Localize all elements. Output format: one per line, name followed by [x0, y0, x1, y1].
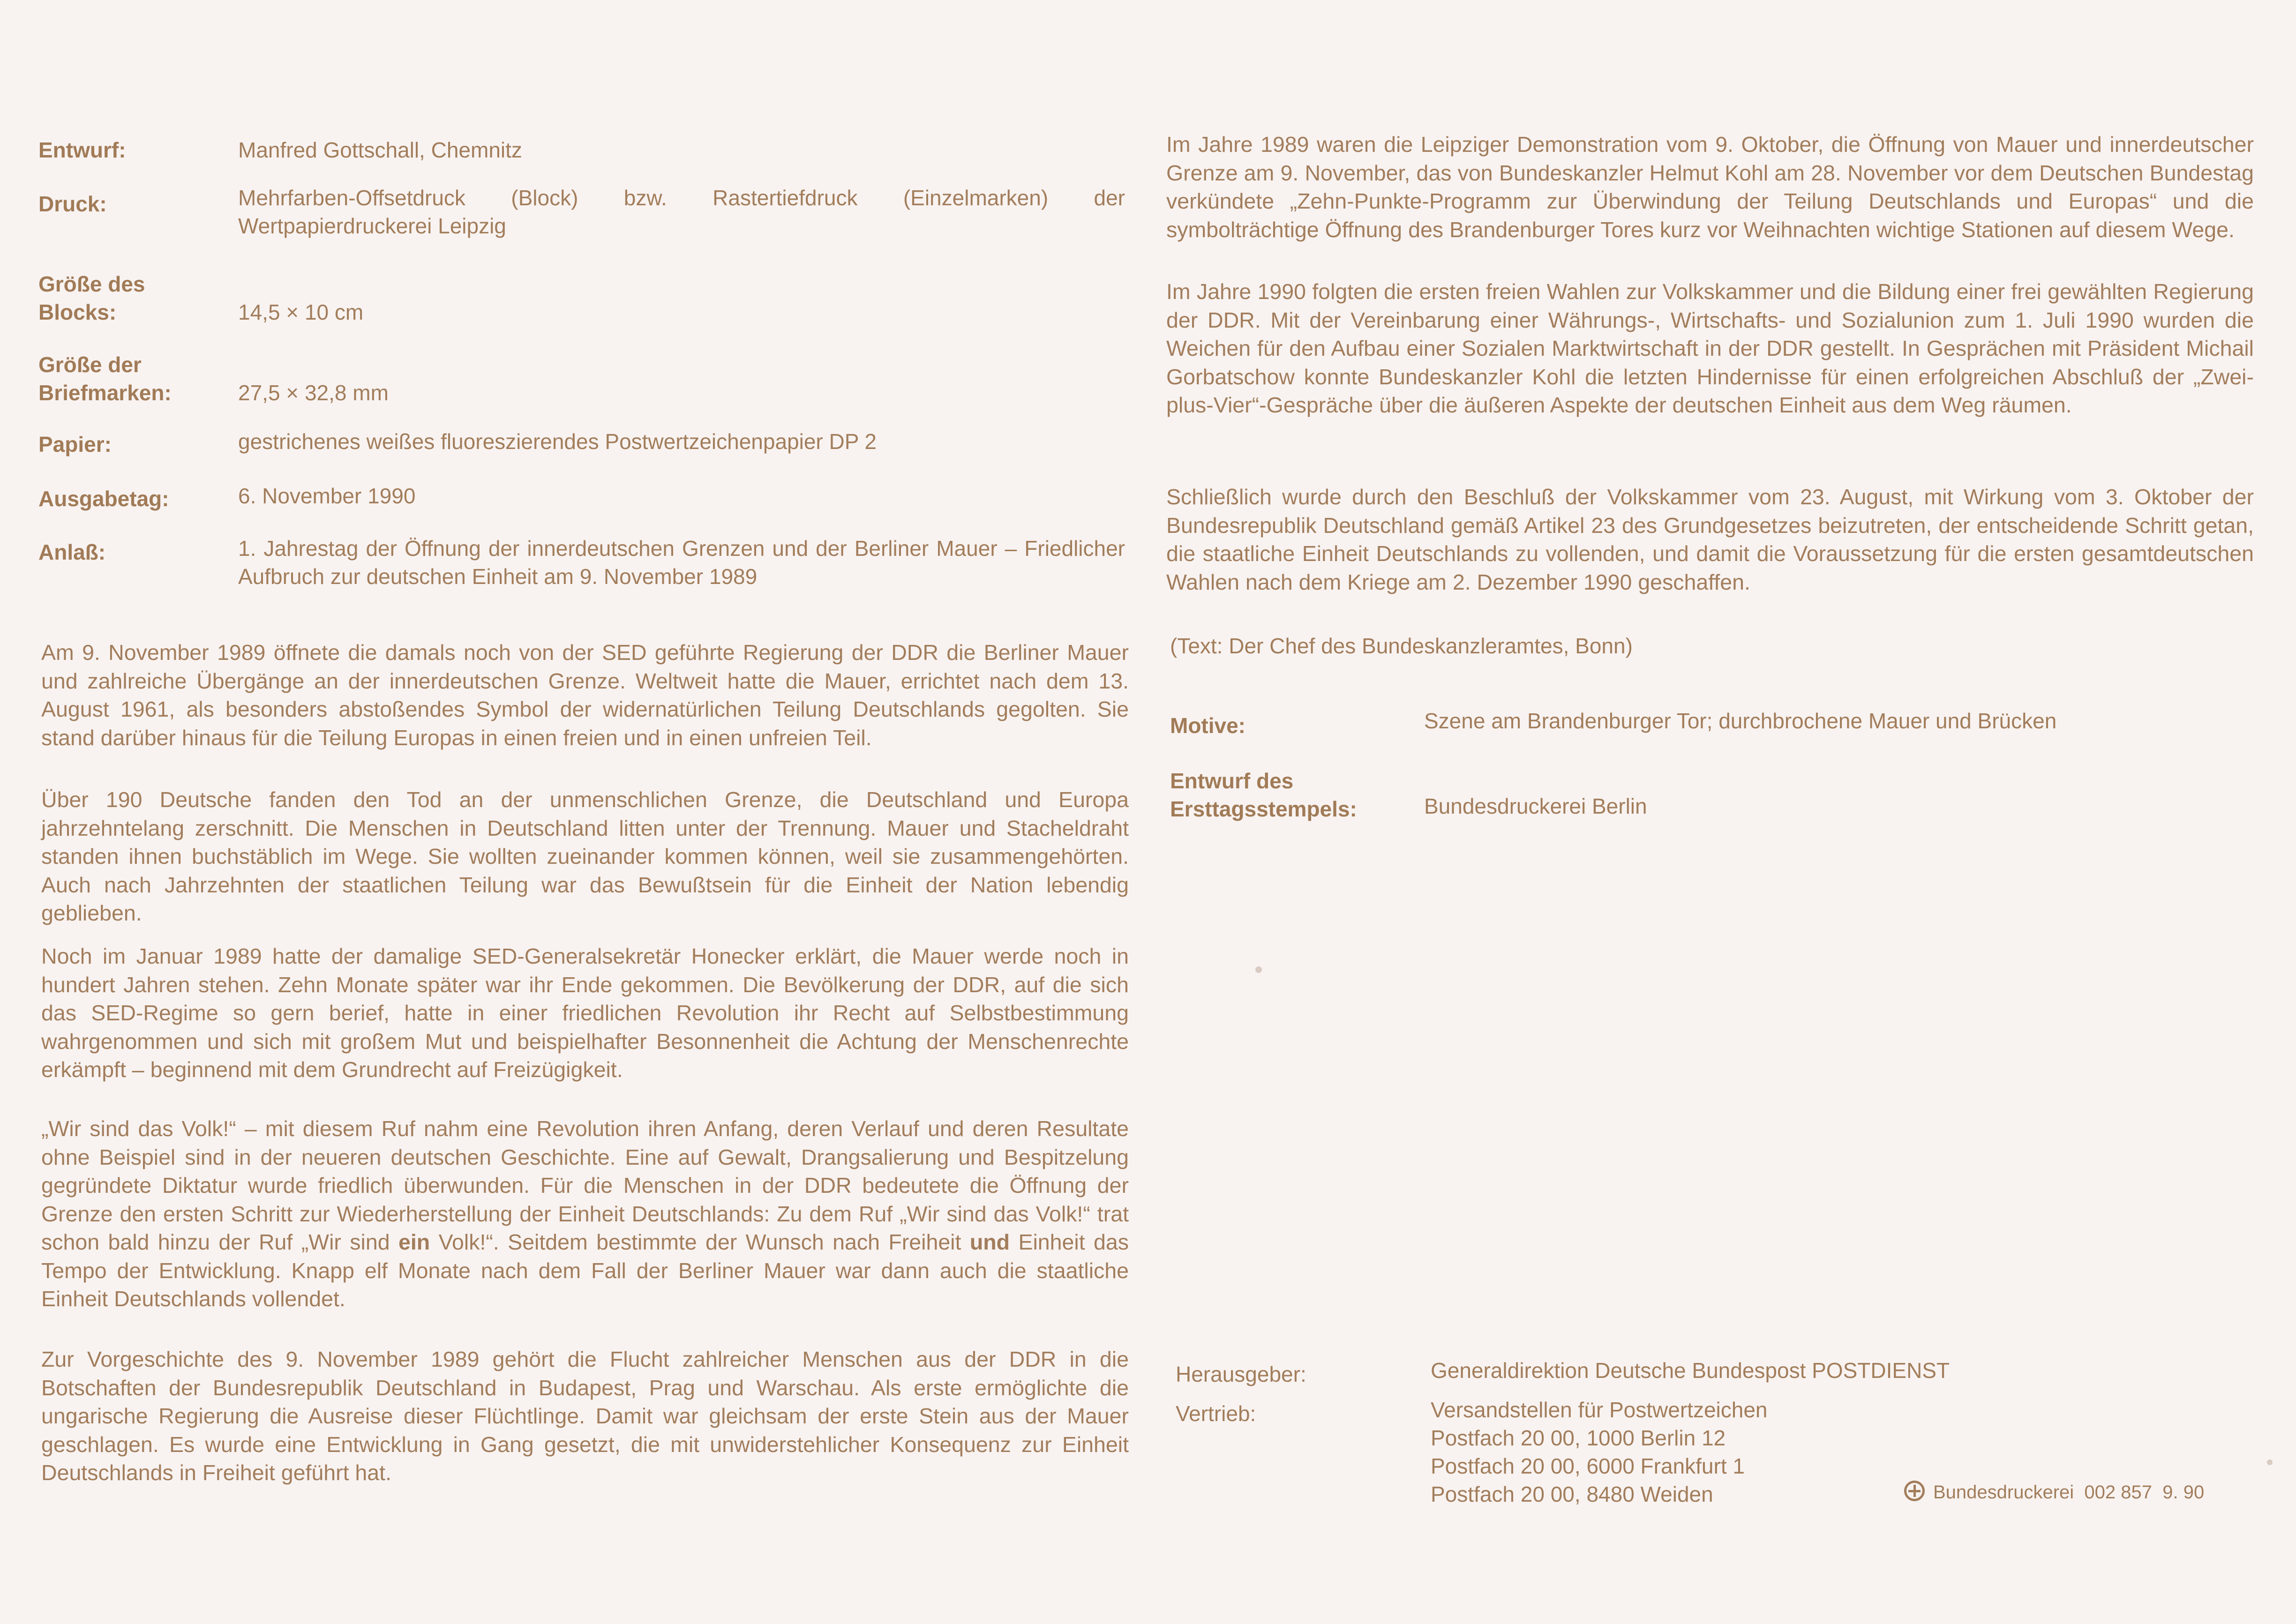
- spec-label-anlass: Anlaß:: [38, 540, 106, 564]
- emphasis-und: und: [969, 1230, 1010, 1254]
- paragraph-right-3: Schließlich wurde durch den Beschluß der Volkskammer vom 23. August, mit Wirkung vom 3. Oktober der Bundesrepublik Deutschland gemäß Artikel 23 des Grundgesetzes beizutreten, der entscheidende Schritt getan, die staatliche Einheit Deutschlands zu vollenden, und damit die Voraussetzung für die ersten gesamtdeutschen Wahlen nach dem Kriege am 2. Dezember 1990 geschaffen.: [1166, 485, 2254, 594]
- spec-label-ausgabetag: Ausgabetag:: [38, 486, 169, 511]
- spec-value-ausgabetag: 6. November 1990: [238, 484, 416, 508]
- paragraph-left-2: Über 190 Deutsche fanden den Tod an der unmenschlichen Grenze, die Deutschland und Europa jahrzehntelang zerschnitt. Die Menschen in Deutschland litten unter der Trennung. Mauer und Stacheldraht standen ihnen buchstäblich im Wege. Sie wollten zueinander kommen können, weil sie zusammengehörten. Auch nach Jahrzehnten der staatlichen Teilung war das Bewußtsein für die Einheit der Nation lebendig geblieben.: [41, 787, 1129, 925]
- spec-label-papier: Papier:: [38, 432, 112, 457]
- spec-label-groesse-marken-line2: Briefmarken:: [38, 381, 172, 405]
- stempel-label-line1: Entwurf des: [1170, 769, 1294, 793]
- spec-label-groesse-marken: [38, 351, 172, 407]
- publisher-label: Herausgeber:: [1176, 1362, 1306, 1386]
- distribution-line-3: Postfach 20 00, 6000 Frankfurt 1: [1431, 1454, 1745, 1478]
- paragraph-left-4-part-c: Volk!“. Seitdem bestimmte der Wunsch nach Freiheit: [430, 1230, 970, 1254]
- distribution-label: Vertrieb:: [1176, 1401, 1256, 1426]
- distribution-line-4: Postfach 20 00, 8480 Weiden: [1431, 1482, 1713, 1506]
- spec-label-groesse-block: [38, 270, 145, 326]
- paragraph-right-1: Im Jahre 1989 waren die Leipziger Demonstration vom 9. Oktober, die Öffnung von Mauer und innerdeutscher Grenze am 9. November, das von Bundeskanzler Helmut Kohl am 28. November vor dem Deutschen Bundestag verkündete „Zehn-Punkte-Programm zur Überwindung der Teilung Deutschlands und Europas“ und die symbolträchtige Öffnung des Brandenburger Tores kurz vor Weihnachten wichtige Stationen auf diesem Wege.: [1166, 132, 2254, 242]
- spec-value-groesse-marken: 27,5 × 32,8 mm: [238, 381, 389, 405]
- publisher-value: Generaldirektion Deutsche Bundespost POSTDIENST: [1431, 1358, 1950, 1383]
- paper-speck: [1255, 966, 1262, 973]
- distribution-lines: [1431, 1396, 1768, 1508]
- text-source-note: (Text: Der Chef des Bundeskanzleramtes, Bonn): [1170, 634, 1633, 658]
- spec-label-groesse-block-line2: Blocks:: [38, 300, 117, 324]
- spec-value-anlass: 1. Jahrestag der Öffnung der innerdeutschen Grenzen und der Berliner Mauer – Friedlicher Aufbruch zur deutschen Einheit am 9. November 1989: [238, 536, 1125, 589]
- stempel-label-line2: Ersttagsstempels:: [1170, 797, 1357, 821]
- distribution-line-2: Postfach 20 00, 1000 Berlin 12: [1431, 1426, 1726, 1450]
- stempel-label: [1170, 767, 1357, 823]
- emphasis-ein: ein: [398, 1230, 430, 1254]
- stempel-value: Bundesdruckerei Berlin: [1424, 794, 1647, 818]
- paragraph-left-1: Am 9. November 1989 öffnete die damals noch von der SED geführte Regierung der DDR die Berliner Mauer und zahlreiche Übergänge an der innerdeutschen Grenze. Weltweit hatte die Mauer, errichtet nach dem 13. August 1961, als besonders abstoßendes Symbol der widernatürlichen Teilung Deutschlands gegolten. Sie stand darüber hinaus für die Teilung Europas in einen freien und in einen unfreien Teil.: [41, 640, 1129, 750]
- motive-label: Motive:: [1170, 713, 1246, 738]
- paragraph-left-3: Noch im Januar 1989 hatte der damalige SED-Generalsekretär Honecker erklärt, die Mauer werde noch in hundert Jahren stehen. Zehn Monate später war ihr Ende gekommen. Die Bevölkerung der DDR, auf die sich das SED-Regime so gern berief, hatte in einer friedlichen Revolution ihr Recht auf Selbstbestimmung wahrgenommen und sich mit großem Mut und beispielhafter Besonnenheit die Achtung der Menschenrechte erkämpft – beginnend mit dem Grundrecht auf Freizügigkeit.: [41, 944, 1129, 1082]
- spec-label-groesse-marken-line1: Größe der: [38, 352, 142, 377]
- paragraph-left-4-part-d: Einheit das Tempo der Entwicklung. Knapp elf Monate nach dem Fall der Berliner Mauer war dann auch die staatliche Einheit Deutschlands vollendet.: [41, 1230, 1129, 1311]
- spec-value-groesse-block: 14,5 × 10 cm: [238, 300, 364, 324]
- bundesdruckerei-logo-icon: [1904, 1481, 1925, 1501]
- paragraph-left-4: [41, 1115, 1129, 1313]
- spec-value-papier: gestrichenes weißes fluoreszierendes Postwertzeichenpapier DP 2: [238, 429, 877, 454]
- spec-value-entwurf: Manfred Gottschall, Chemnitz: [238, 138, 522, 162]
- spec-label-entwurf: Entwurf:: [38, 138, 126, 162]
- motive-value: Szene am Brandenburger Tor; durchbrochene Mauer und Brücken: [1424, 709, 2057, 733]
- spec-label-groesse-block-line1: Größe des: [38, 272, 145, 296]
- spec-label-druck: Druck:: [38, 192, 107, 216]
- spec-value-druck: Mehrfarben-Offsetdruck (Block) bzw. Rastertiefdruck (Einzelmarken) der Wertpapierdruckerei Leipzig: [238, 186, 1125, 238]
- imprint: [1904, 1480, 2204, 1504]
- paper-speck: [2267, 1459, 2273, 1465]
- imprint-text: Bundesdruckerei 002 857 9. 90: [1933, 1482, 2205, 1503]
- paragraph-left-4-part-a: „Wir sind das Volk!“ – mit diesem Ruf nahm eine Revolution ihren Anfang, deren Verlauf und deren Resultate ohne Beispiel sind in der neueren deutschen Geschichte. Eine auf Gewalt, Drangsalierung und Bespitzelung gegründete Diktatur wurde friedlich überwunden. Für die Menschen in der DDR bedeutete die Öffnung der Grenze den ersten Schritt zur Wiederherstellung der Einheit Deutschlands: Zu dem Ruf „Wir sind das Volk!“ trat schon bald hinzu der Ruf „Wir sind: [41, 1116, 1129, 1254]
- distribution-line-1: Versandstellen für Postwertzeichen: [1431, 1398, 1768, 1422]
- paragraph-right-2: Im Jahre 1990 folgten die ersten freien Wahlen zur Volkskammer und die Bildung einer frei gewählten Regierung der DDR. Mit der Vereinbarung einer Währungs-, Wirtschafts- und Sozialunion zum 1. Juli 1990 wurden die Weichen für den Aufbau einer Sozialen Marktwirtschaft in der DDR gestellt. In Gesprächen mit Präsident Michail Gorbatschow konnte Bundeskanzler Kohl die letzten Hindernisse für einen erfolgreichen Abschluß der „Zwei-plus-Vier“-Gespräche über die äußeren Aspekte der deutschen Einheit aus dem Weg räumen.: [1166, 279, 2254, 417]
- paragraph-left-5: Zur Vorgeschichte des 9. November 1989 gehört die Flucht zahlreicher Menschen aus der DDR in die Botschaften der Bundesrepublik Deutschland in Budapest, Prag und Warschau. Als erste ermöglichte die ungarische Regierung die Ausreise dieser Flüchtlinge. Damit war gleichsam der erste Stein aus der Mauer geschlagen. Es wurde eine Entwicklung in Gang gesetzt, die mit unwiderstehlicher Konsequenz zur Einheit Deutschlands in Freiheit geführt hat.: [41, 1347, 1129, 1485]
